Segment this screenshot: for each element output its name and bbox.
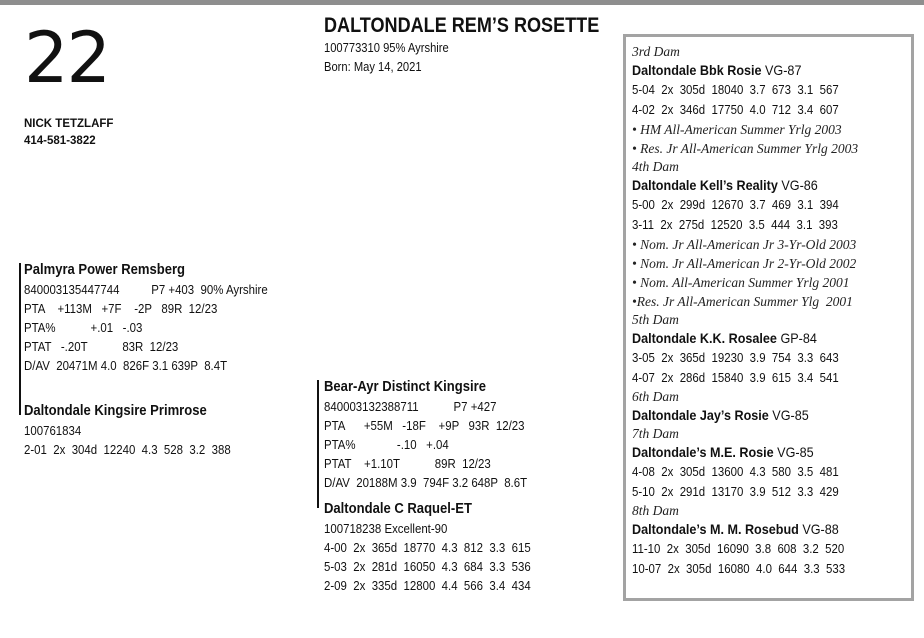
- dam-entry-award: • Res. Jr All-American Summer Yrlg 2003: [632, 141, 859, 156]
- dam-sire-line: PTA +55M -18F +9P 93R 12/23: [324, 418, 525, 433]
- dam-entry-classification: VG-88: [802, 521, 839, 537]
- dam-entry-7th: [632, 425, 874, 502]
- dam-entry-award: • Nom. Jr All-American Jr 3-Yr-Old 2003: [632, 237, 857, 252]
- sire-line: D/AV 20471M 4.0 826F 3.1 639P 8.4T: [24, 358, 228, 373]
- dam-entry-name: [632, 61, 850, 80]
- dam-entry-name-text: Daltondale Kell’s Reality: [632, 177, 778, 193]
- dam-entry-classification: VG-86: [777, 177, 818, 193]
- dam-family-list: [632, 43, 874, 579]
- consignor-name: NICK TETZLAFF: [24, 118, 114, 130]
- dam-entry-record: 5-10 2x 291d 13170 3.9 512 3.3 429: [632, 484, 839, 499]
- dam-entry-label: 5th Dam: [632, 312, 679, 327]
- dam-entry-record: 10-07 2x 305d 16080 4.0 644 3.3 533: [632, 561, 846, 576]
- dam-entry-label: 7th Dam: [632, 426, 679, 441]
- animal-born: Born: May 14, 2021: [324, 59, 422, 74]
- sire-line: 840003135447744 P7 +403 90% Ayrshire: [24, 282, 268, 297]
- dam-block: [24, 401, 259, 459]
- animal-registration: 100773310 95% Ayrshire: [324, 40, 449, 55]
- dam-entry-name: [632, 329, 850, 348]
- dam-entry-name: [632, 443, 850, 462]
- dam-sire-line: PTA% -.10 +.04: [324, 437, 449, 452]
- dam-entry-record: 5-04 2x 305d 18040 3.7 673 3.1 567: [632, 82, 839, 97]
- dam-entry-classification: GP-84: [780, 330, 817, 346]
- dam-name: Daltondale Kingsire Primrose: [24, 403, 207, 419]
- dam-entry-record: 5-00 2x 299d 12670 3.7 469 3.1 394: [632, 197, 839, 212]
- sire-block: [24, 260, 301, 375]
- dam-line: 2-01 2x 304d 12240 4.3 528 3.2 388: [24, 442, 231, 457]
- dam-entry-name-text: Daltondale’s M.E. Rosie: [632, 444, 774, 460]
- dam-sire-line: 840003132388711 P7 +427: [324, 399, 497, 414]
- granddam-block: [324, 499, 559, 595]
- dam-entry-record: 3-05 2x 365d 19230 3.9 754 3.3 643: [632, 350, 839, 365]
- dam-entry-classification: VG-85: [772, 407, 809, 423]
- dam-sire-block: [324, 377, 555, 492]
- top-rule: [0, 0, 924, 5]
- dam-entry-label: 3rd Dam: [632, 44, 680, 59]
- sire-line: PTA% +.01 -.03: [24, 320, 143, 335]
- granddam-line: 100718238 Excellent-90: [324, 521, 448, 536]
- dam-entry-record: 4-07 2x 286d 15840 3.9 615 3.4 541: [632, 370, 839, 385]
- dam-sire-line: PTAT +1.10T 89R 12/23: [324, 456, 491, 471]
- dam-entry-label: 8th Dam: [632, 503, 679, 518]
- dam-entry-5th: [632, 311, 874, 388]
- sire-line: PTAT -.20T 83R 12/23: [24, 339, 179, 354]
- dam-entry-name-text: Daltondale’s M. M. Rosebud: [632, 521, 799, 537]
- dam-entry-name-text: Daltondale Jay’s Rosie: [632, 407, 769, 423]
- granddam-line: 4-00 2x 365d 18770 4.3 812 3.3 615: [324, 540, 531, 555]
- dam-entry-award: •Res. Jr All-American Summer Ylg 2001: [632, 294, 853, 309]
- dam-entry-award: • Nom. Jr All-American Jr 2-Yr-Old 2002: [632, 256, 857, 271]
- dam-entry-name: [632, 406, 850, 425]
- dam-sire-line: D/AV 20188M 3.9 794F 3.2 648P 8.6T: [324, 475, 528, 490]
- dam-entry-label: 4th Dam: [632, 159, 679, 174]
- animal-name: DALTONDALE REM’S ROSETTE: [324, 14, 600, 37]
- consignor: [24, 116, 113, 150]
- lot-number: 22: [24, 17, 110, 99]
- dam-entry-record: 11-10 2x 305d 16090 3.8 608 3.2 520: [632, 541, 845, 556]
- dam-entry-3rd: [632, 43, 874, 158]
- dam-entry-name-text: Daltondale Bbk Rosie: [632, 62, 762, 78]
- dam-entry-classification: VG-85: [777, 444, 814, 460]
- dam-entry-name: [632, 520, 850, 539]
- dam-entry-label: 6th Dam: [632, 389, 679, 404]
- granddam-line: 2-09 2x 335d 12800 4.4 566 3.4 434: [324, 578, 531, 593]
- sire-name: Palmyra Power Remsberg: [24, 262, 186, 278]
- dam-entry-record: 4-02 2x 346d 17750 4.0 712 3.4 607: [632, 102, 839, 117]
- dam-entry-8th: [632, 502, 874, 579]
- dam-entry-6th: [632, 388, 874, 425]
- dam-entry-award: • Nom. All-American Summer Yrlg 2001: [632, 275, 850, 290]
- dam-entry-4th: [632, 158, 874, 311]
- dam-entry-record: 4-08 2x 305d 13600 4.3 580 3.5 481: [632, 464, 839, 479]
- dam-line: 100761834: [24, 423, 82, 438]
- dam-family-box: [623, 34, 914, 601]
- dam-entry-name-text: Daltondale K.K. Rosalee: [632, 330, 777, 346]
- pedigree-connector-right: [317, 380, 319, 508]
- pedigree-connector-left: [19, 263, 21, 415]
- sire-line: PTA +113M +7F -2P 89R 12/23: [24, 301, 218, 316]
- consignor-phone: 414-581-3822: [24, 135, 96, 147]
- dam-entry-classification: VG-87: [765, 62, 802, 78]
- granddam-name: Daltondale C Raquel-ET: [324, 501, 472, 517]
- dam-entry-award: • HM All-American Summer Yrlg 2003: [632, 122, 842, 137]
- dam-entry-name: [632, 176, 850, 195]
- granddam-line: 5-03 2x 281d 16050 4.3 684 3.3 536: [324, 559, 531, 574]
- dam-sire-name: Bear-Ayr Distinct Kingsire: [324, 379, 486, 395]
- dam-entry-record: 3-11 2x 275d 12520 3.5 444 3.1 393: [632, 217, 838, 232]
